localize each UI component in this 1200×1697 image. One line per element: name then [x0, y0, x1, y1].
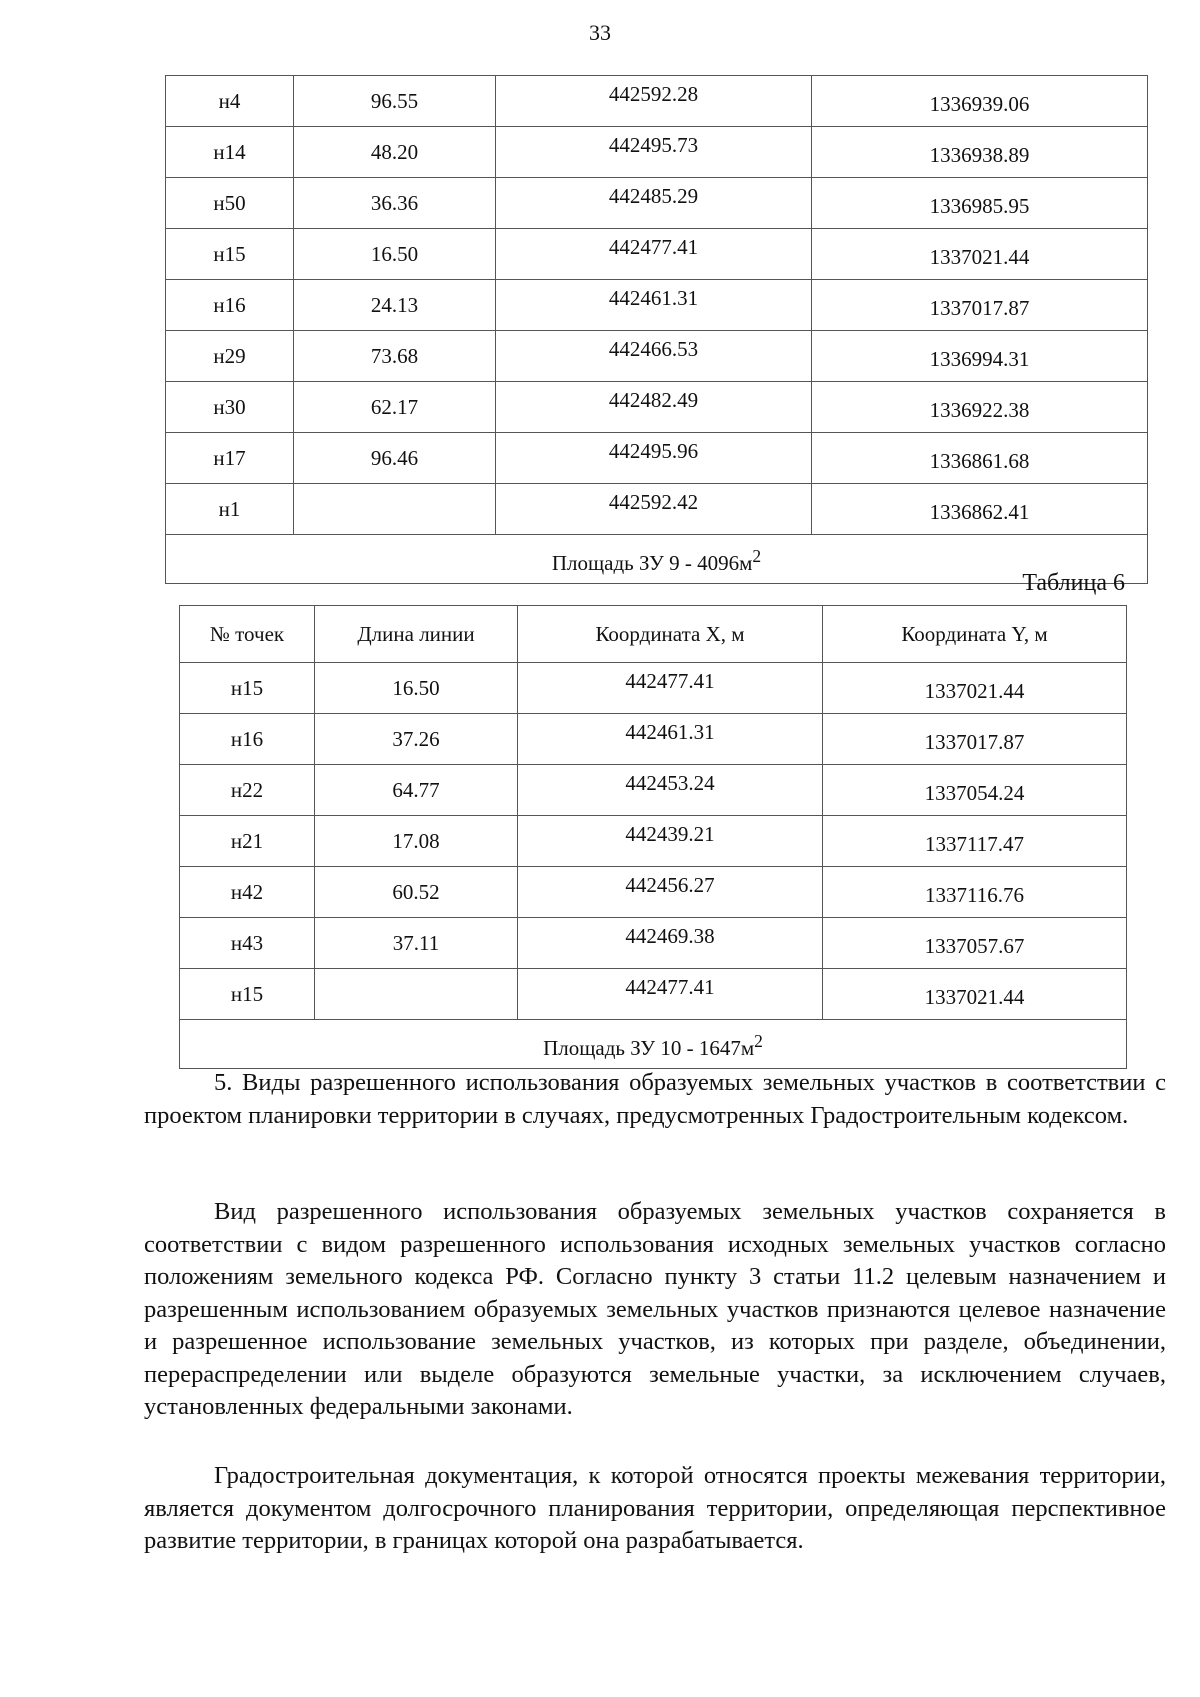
point-cell: н21 — [180, 816, 315, 867]
column-header-point: № точек — [180, 606, 315, 663]
point-cell: н1 — [166, 484, 294, 535]
area-superscript: 2 — [754, 1031, 763, 1051]
area-label: Площадь ЗУ 10 - 1647м — [543, 1036, 755, 1060]
coord-y-cell: 1337017.87 — [823, 714, 1127, 765]
coord-y-cell: 1336862.41 — [812, 484, 1148, 535]
point-cell: н15 — [180, 969, 315, 1020]
length-cell: 36.36 — [294, 178, 496, 229]
point-cell: н4 — [166, 76, 294, 127]
coord-y-cell: 1337054.24 — [823, 765, 1127, 816]
area-cell — [166, 535, 1148, 584]
coordinates-table-6 — [179, 605, 1127, 1069]
coord-y-cell: 1337021.44 — [812, 229, 1148, 280]
area-row — [180, 1020, 1127, 1069]
point-cell: н43 — [180, 918, 315, 969]
length-cell: 17.08 — [315, 816, 518, 867]
coord-x-cell: 442469.38 — [518, 918, 823, 969]
paragraph-urban-planning: Градостроительная документация, к которой относятся проекты межевания территории, является документом долгосрочного планирования территории, определяющая перспективное развитие территории, в границах которой она разрабатывается. — [144, 1462, 1166, 1554]
length-cell: 16.50 — [294, 229, 496, 280]
coord-y-cell: 1337017.87 — [812, 280, 1148, 331]
coord-x-cell: 442477.41 — [518, 969, 823, 1020]
table-row — [166, 484, 1148, 535]
coord-x-cell: 442466.53 — [496, 331, 812, 382]
length-cell: 24.13 — [294, 280, 496, 331]
length-cell: 16.50 — [315, 663, 518, 714]
length-cell: 96.46 — [294, 433, 496, 484]
point-cell: н30 — [166, 382, 294, 433]
table-row — [166, 331, 1148, 382]
point-cell: н15 — [180, 663, 315, 714]
coord-x-cell: 442495.96 — [496, 433, 812, 484]
area-superscript: 2 — [752, 546, 762, 566]
table-row — [180, 714, 1127, 765]
length-cell — [315, 969, 518, 1020]
table-row — [166, 382, 1148, 433]
coord-y-cell: 1336939.06 — [812, 76, 1148, 127]
point-cell: н42 — [180, 867, 315, 918]
point-cell: н50 — [166, 178, 294, 229]
point-cell: н15 — [166, 229, 294, 280]
point-cell: н22 — [180, 765, 315, 816]
coord-x-cell: 442461.31 — [496, 280, 812, 331]
table-header-row — [180, 606, 1127, 663]
area-row — [166, 535, 1148, 584]
column-header-length: Длина линии — [315, 606, 518, 663]
length-cell: 37.26 — [315, 714, 518, 765]
coordinates-table-zu9 — [165, 75, 1148, 584]
length-cell: 37.11 — [315, 918, 518, 969]
length-cell: 64.77 — [315, 765, 518, 816]
column-header-x: Координата X, м — [518, 606, 823, 663]
length-cell: 60.52 — [315, 867, 518, 918]
table-row — [166, 178, 1148, 229]
length-cell: 73.68 — [294, 331, 496, 382]
table-row — [166, 229, 1148, 280]
coord-y-cell: 1336861.68 — [812, 433, 1148, 484]
point-cell: н17 — [166, 433, 294, 484]
table-caption: Таблица 6 — [1022, 570, 1125, 596]
coord-x-cell: 442477.41 — [518, 663, 823, 714]
table-row — [180, 918, 1127, 969]
coord-x-cell: 442461.31 — [518, 714, 823, 765]
point-cell: н14 — [166, 127, 294, 178]
page-number: 33 — [589, 20, 611, 45]
table-row — [180, 765, 1127, 816]
coord-x-cell: 442495.73 — [496, 127, 812, 178]
coord-y-cell: 1336922.38 — [812, 382, 1148, 433]
table-row — [180, 663, 1127, 714]
coord-x-cell: 442592.28 — [496, 76, 812, 127]
coord-y-cell: 1336938.89 — [812, 127, 1148, 178]
paragraph-section-5: 5. Виды разрешенного использования образуемых земельных участков в соответствии с проектом планировки территории в случаях, предусмотренных Градостроительным кодексом. — [144, 1069, 1166, 1129]
table-row — [166, 280, 1148, 331]
area-label: Площадь ЗУ 9 - 4096м — [551, 551, 753, 575]
table-row — [166, 127, 1148, 178]
length-cell: 96.55 — [294, 76, 496, 127]
coord-x-cell: 442482.49 — [496, 382, 812, 433]
coord-y-cell: 1337021.44 — [823, 663, 1127, 714]
table-row — [166, 76, 1148, 127]
coord-y-cell: 1336985.95 — [812, 178, 1148, 229]
coord-y-cell: 1337117.47 — [823, 816, 1127, 867]
table-row — [180, 816, 1127, 867]
table-row — [180, 867, 1127, 918]
coord-x-cell: 442453.24 — [518, 765, 823, 816]
length-cell: 48.20 — [294, 127, 496, 178]
coord-x-cell: 442439.21 — [518, 816, 823, 867]
table-row — [166, 433, 1148, 484]
paragraph-permitted-use: Вид разрешенного использования образуемых земельных участков сохраняется в соответствии с видом разрешенного использования исходных земельных участков согласно положениям земельного кодекса РФ. Согласно пункту 3 статьи 11.2 целевым назначением и разрешенным использованием образуемых земельных участков признаются целевое назначение и разрешенное использование земельных участков, из которых при разделе, объединении, перераспределении или выделе образуются земельные участки, за исключением случаев, установленных федеральными законами. — [144, 1198, 1166, 1420]
coord-y-cell: 1337116.76 — [823, 867, 1127, 918]
coord-x-cell: 442592.42 — [496, 484, 812, 535]
point-cell: н29 — [166, 331, 294, 382]
coord-y-cell: 1337021.44 — [823, 969, 1127, 1020]
length-cell: 62.17 — [294, 382, 496, 433]
column-header-y: Координата Y, м — [823, 606, 1127, 663]
table-row — [180, 969, 1127, 1020]
coord-x-cell: 442477.41 — [496, 229, 812, 280]
coord-x-cell: 442485.29 — [496, 178, 812, 229]
point-cell: н16 — [180, 714, 315, 765]
area-cell — [180, 1020, 1127, 1069]
coord-x-cell: 442456.27 — [518, 867, 823, 918]
length-cell — [294, 484, 496, 535]
coord-y-cell: 1336994.31 — [812, 331, 1148, 382]
point-cell: н16 — [166, 280, 294, 331]
coord-y-cell: 1337057.67 — [823, 918, 1127, 969]
